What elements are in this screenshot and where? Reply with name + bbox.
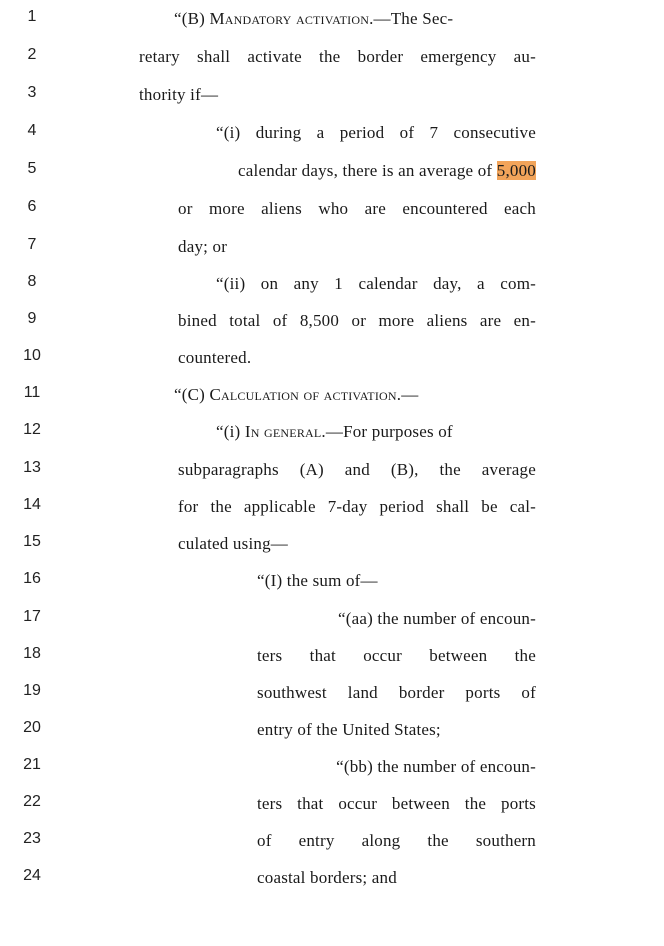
line-text: southwest land border ports of [257,683,536,702]
line-number: 4 [27,122,37,139]
line-text: retary shall activate the border emergency au- [139,47,536,66]
line-text: bined total of 8,500 or more aliens are en- [178,311,536,330]
text-line [0,193,664,230]
highlighted-number: 5,000 [496,161,536,180]
line-text: “(i) In general.—For purposes of [216,422,453,441]
line-text: ters that occur between the [257,646,536,665]
line-number: 3 [27,84,37,101]
line-text: countered. [178,348,252,367]
line-text: calendar days, there is an average of 5,000 [238,161,536,180]
text-line [0,416,664,453]
text-line [0,117,664,154]
section-heading: In general [244,422,322,441]
section-heading: Calculation of activation [209,385,397,404]
line-number: 1 [27,8,37,25]
line-number: 22 [23,793,41,810]
text-line [0,491,664,528]
line-text: of entry along the southern [257,831,536,850]
section-heading: Mandatory activation [209,9,370,28]
line-number: 21 [23,756,41,773]
line-number: 24 [23,867,41,884]
line-text: or more aliens who are encountered each [178,199,536,218]
text-line [0,862,664,899]
line-text: entry of the United States; [257,720,441,739]
text-line [0,528,664,565]
line-text: ters that occur between the ports [257,794,536,813]
text-line [0,231,664,268]
line-number: 14 [23,496,41,513]
line-text: culated using— [178,534,288,553]
text-line [0,3,664,40]
line-number: 5 [27,160,37,177]
line-number: 17 [23,608,41,625]
line-text: “(C) Calculation of activation.— [174,385,419,404]
text-line [0,305,664,342]
line-number: 11 [23,384,41,401]
line-number: 6 [27,198,37,215]
text-line [0,454,664,491]
line-text: day; or [178,237,228,256]
text-line [0,751,664,788]
text-line [0,565,664,602]
line-number: 9 [27,310,37,327]
text-line [0,155,664,192]
line-number: 13 [23,459,41,476]
line-text: “(I) the sum of— [257,571,378,590]
line-number: 12 [23,421,41,438]
line-number: 18 [23,645,41,662]
text-line [0,342,664,379]
line-text: for the applicable 7-day period shall be cal- [178,497,536,516]
line-text: coastal borders; and [257,868,397,887]
line-number: 19 [23,682,41,699]
line-number: 15 [23,533,41,550]
text-line [0,677,664,714]
text-line [0,79,664,116]
text-line [0,825,664,862]
line-text: “(B) Mandatory activation.—The Sec- [174,9,454,28]
line-text: thority if— [139,85,219,104]
line-number: 10 [23,347,41,364]
text-line [0,379,664,416]
text-line [0,788,664,825]
line-text: “(ii) on any 1 calendar day, a com- [216,274,536,293]
line-text: “(bb) the number of encoun- [336,757,536,776]
line-number: 7 [27,236,37,253]
line-number: 23 [23,830,41,847]
line-text: “(i) during a period of 7 consecutive [216,123,536,142]
line-number: 16 [23,570,41,587]
line-number: 8 [27,273,37,290]
text-line [0,603,664,640]
line-number: 2 [27,46,37,63]
text-line [0,714,664,751]
text-line [0,640,664,677]
line-text: “(aa) the number of encoun- [338,609,536,628]
line-number: 20 [23,719,41,736]
line-text: subparagraphs (A) and (B), the average [178,460,536,479]
text-line [0,268,664,305]
text-line [0,41,664,78]
